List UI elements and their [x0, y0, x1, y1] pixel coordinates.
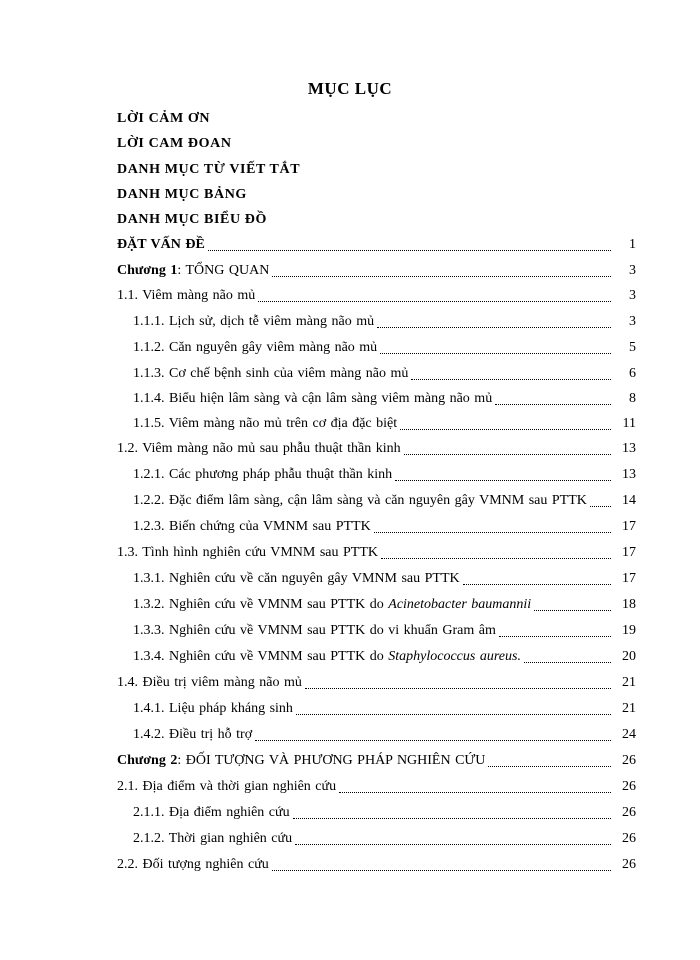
toc-entry-text: 1.3.3. Nghiên cứu về VMNM sau PTTK do vi khuẩn Gram âm [133, 623, 496, 638]
toc-entry[interactable] [133, 805, 636, 823]
toc-entry[interactable] [117, 779, 636, 797]
toc-entry-text: 1.4. Điều trị viêm màng não mủ [117, 675, 302, 690]
toc-entry-text: 1.1.2. Căn nguyên gây viêm màng não mủ [133, 340, 378, 355]
toc-entry[interactable] [133, 831, 636, 849]
toc-entry-text: 1.1.1. Lịch sử, dịch tễ viêm màng não mủ [133, 314, 375, 329]
toc-page-number: 13 [622, 441, 636, 456]
dot-leader [380, 352, 611, 354]
toc-entry[interactable] [117, 857, 636, 875]
heading-danh-muc-bang: DANH MỤC BẢNG [117, 187, 247, 202]
toc-page-number: 6 [629, 366, 636, 381]
toc-entry-text: 1.1.4. Biểu hiện lâm sàng và cận lâm sàng viêm màng não mủ [133, 391, 493, 406]
toc-entry-text: 1.3.4. Nghiên cứu về VMNM sau PTTK do [133, 649, 389, 664]
toc-page-number: 26 [622, 753, 636, 768]
toc-page-number: 26 [622, 805, 636, 820]
toc-entry-text: 2.1. Địa điểm và thời gian nghiên cứu [117, 779, 337, 794]
toc-entry-text: ĐẶT VẤN ĐỀ [117, 237, 205, 252]
toc-entry-text: 1.2. Viêm màng não mủ sau phẫu thuật thần kinh [117, 441, 401, 456]
toc-page-number: 19 [622, 623, 636, 638]
toc-entry[interactable] [133, 727, 636, 745]
toc-page-number: 20 [622, 649, 636, 664]
toc-chapter-label: Chương 2 [117, 753, 178, 768]
dot-leader [524, 661, 611, 663]
toc-page-number: 26 [622, 831, 636, 846]
toc-page-number: 21 [622, 675, 636, 690]
toc-entry-text: 1.3.2. Nghiên cứu về VMNM sau PTTK do [133, 597, 389, 612]
toc-entry[interactable] [117, 441, 636, 459]
toc-entry-italic: Acinetobacter baumannii [388, 597, 532, 612]
toc-entry-text: 1.3. Tình hình nghiên cứu VMNM sau PTTK [117, 545, 379, 560]
heading-loi-cam-on: LỜI CẢM ƠN [117, 111, 211, 126]
dot-leader [404, 453, 611, 455]
toc-entry[interactable] [117, 753, 636, 771]
toc-entry-text: 1.1.5. Viêm màng não mủ trên cơ địa đặc biệt [133, 416, 398, 431]
toc-entry-text: 1.4.1. Liệu pháp kháng sinh [133, 701, 293, 716]
dot-leader [295, 843, 611, 845]
toc-page-number: 13 [622, 467, 636, 482]
dot-leader [208, 249, 611, 251]
dot-leader [255, 739, 611, 741]
toc-page-number: 11 [622, 416, 636, 431]
toc-entry-text: 2.2. Đối tượng nghiên cứu [117, 857, 269, 872]
toc-entry[interactable] [117, 288, 636, 306]
heading-loi-cam-doan: LỜI CAM ĐOAN [117, 136, 232, 151]
toc-entry[interactable] [133, 597, 636, 615]
toc-page-number: 26 [622, 857, 636, 872]
toc-page-number: 17 [622, 519, 636, 534]
dot-leader [463, 583, 611, 585]
toc-entry[interactable] [133, 366, 636, 384]
toc-page-number: 17 [622, 571, 636, 586]
toc-entry[interactable] [133, 314, 636, 332]
dot-leader [296, 713, 611, 715]
dot-leader [534, 609, 611, 611]
toc-entry-text: 1.1. Viêm màng não mủ [117, 288, 256, 303]
dot-leader [488, 765, 611, 767]
toc-entry[interactable] [133, 649, 636, 667]
dot-leader [395, 479, 611, 481]
dot-leader [272, 869, 611, 871]
dot-leader [293, 817, 611, 819]
toc-entry[interactable] [133, 391, 636, 409]
toc-entry[interactable] [133, 623, 636, 641]
dot-leader [272, 275, 611, 277]
toc-entry[interactable] [117, 263, 636, 281]
toc-page-number: 1 [629, 237, 636, 252]
toc-entry[interactable] [133, 493, 636, 511]
toc-page-number: 3 [629, 314, 636, 329]
toc-entry-text: 1.2.3. Biến chứng của VMNM sau PTTK [133, 519, 371, 534]
toc-entry[interactable] [117, 545, 636, 563]
toc-entry[interactable] [133, 701, 636, 719]
toc-page-number: 21 [622, 701, 636, 716]
toc-entry[interactable] [133, 571, 636, 589]
toc-entry-text: 1.3.1. Nghiên cứu về căn nguyên gây VMNM sau PTTK [133, 571, 460, 586]
heading-danh-muc-tu-viet-tat: DANH MỤC TỪ VIẾT TẮT [117, 162, 301, 177]
toc-entry-text: 1.2.1. Các phương pháp phẫu thuật thần kinh [133, 467, 393, 482]
toc-entry[interactable] [133, 416, 636, 434]
toc-page-number: 18 [622, 597, 636, 612]
dot-leader [495, 403, 611, 405]
toc-entry-text: 2.1.1. Địa điểm nghiên cứu [133, 805, 290, 820]
toc-entry-text: 1.1.3. Cơ chế bệnh sinh của viêm màng não mủ [133, 366, 409, 381]
dot-leader [411, 378, 611, 380]
toc-page-number: 3 [629, 288, 636, 303]
toc-chapter-label: Chương 1 [117, 263, 178, 278]
dot-leader [339, 791, 611, 793]
toc-page-number: 14 [622, 493, 636, 508]
dot-leader [258, 300, 611, 302]
toc-page-number: 3 [629, 263, 636, 278]
toc-page-number: 26 [622, 779, 636, 794]
toc-entry[interactable] [117, 675, 636, 693]
toc-page-number: 24 [622, 727, 636, 742]
toc-entry[interactable] [133, 519, 636, 537]
toc-page-number: 5 [629, 340, 636, 355]
toc-entry-text: : ĐỐI TƯỢNG VÀ PHƯƠNG PHÁP NGHIÊN CỨU [177, 753, 486, 768]
dot-leader [381, 557, 611, 559]
toc-entry-text: 1.4.2. Điều trị hỗ trợ [133, 727, 253, 742]
heading-danh-muc-bieu-do: DANH MỤC BIỂU ĐỒ [117, 212, 267, 227]
toc-entry-italic: Staphylococcus aureus. [388, 649, 521, 664]
dot-leader [499, 635, 611, 637]
toc-page-number: 8 [629, 391, 636, 406]
toc-entry-text: 2.1.2. Thời gian nghiên cứu [133, 831, 293, 846]
toc-page-number: 17 [622, 545, 636, 560]
toc-entry[interactable] [133, 340, 636, 358]
toc-entry-text: 1.2.2. Đặc điểm lâm sàng, cận lâm sàng và căn nguyên gây VMNM sau PTTK [133, 493, 587, 508]
dot-leader [374, 531, 611, 533]
dot-leader [590, 505, 611, 507]
dot-leader [377, 326, 611, 328]
dot-leader [305, 687, 611, 689]
toc-entry[interactable] [117, 237, 636, 255]
toc-entry-text: : TỔNG QUAN [177, 263, 270, 278]
dot-leader [400, 428, 611, 430]
page-title: MỤC LỤC [307, 79, 393, 98]
toc-entry[interactable] [133, 467, 636, 485]
